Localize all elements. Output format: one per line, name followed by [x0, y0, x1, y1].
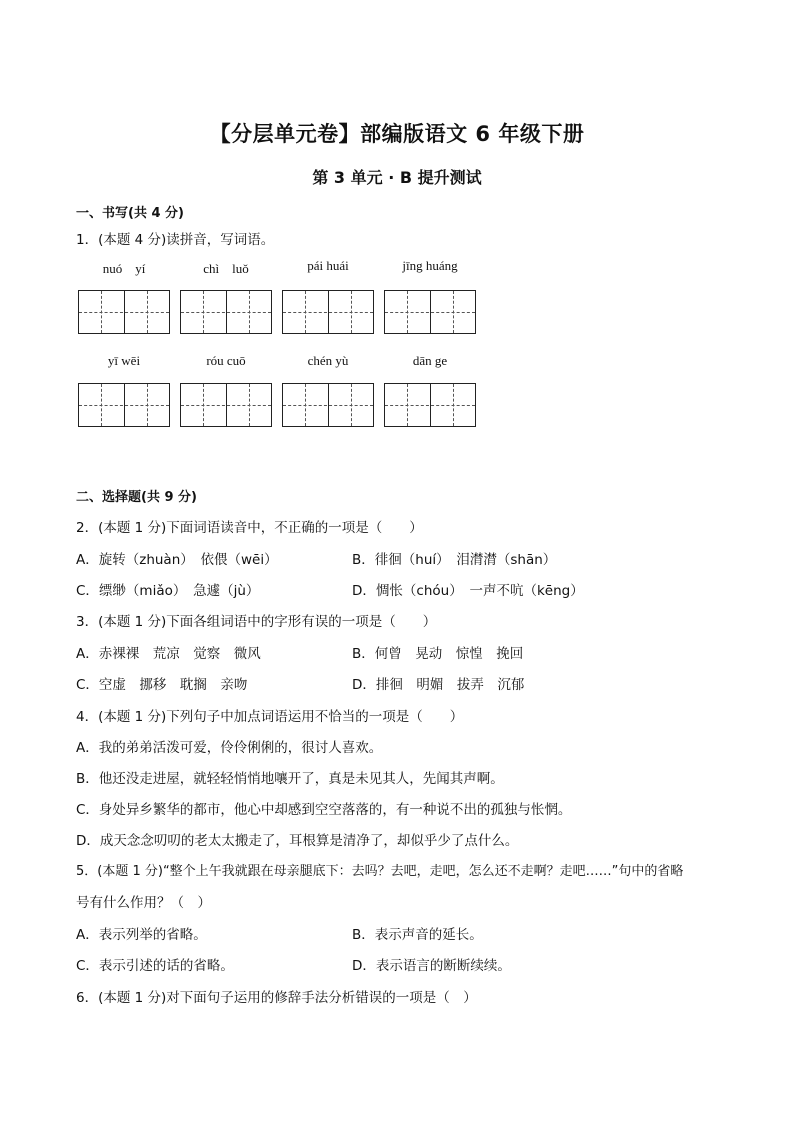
- option-c[interactable]: C．表示引述的话的省略。: [76, 958, 234, 974]
- option-b[interactable]: B．表示声音的延长。: [352, 927, 483, 943]
- question-3: 3．(本题 1 分)下面各组词语中的字形有误的一项是（ ）: [76, 614, 437, 630]
- question-6: 6．(本题 1 分)对下面句子运用的修辞手法分析错误的一项是（ ）: [76, 990, 477, 1006]
- writing-grid[interactable]: [180, 383, 272, 427]
- option-c[interactable]: C．缥缈（miǎo） 急遽（jù）: [76, 583, 260, 599]
- section-heading-choice: 二、选择题(共 9 分): [76, 490, 197, 505]
- question-5: 5．(本题 1 分)“整个上午我就跟在母亲腿底下：去吗？去吧，走吧，怎么还不走啊？走吧……”句中的省略: [76, 864, 684, 879]
- writing-grid[interactable]: [384, 290, 476, 334]
- pinyin-label: nuó yí: [102, 261, 146, 276]
- question-4: 4．(本题 1 分)下列句子中加点词语运用不恰当的一项是（ ）: [76, 709, 464, 725]
- pinyin-label: jīng huáng: [402, 258, 458, 273]
- writing-grid[interactable]: [282, 383, 374, 427]
- writing-grid[interactable]: [384, 383, 476, 427]
- option-d[interactable]: D．表示语言的断断续续。: [352, 958, 511, 974]
- pinyin-label: chén yù: [307, 353, 349, 368]
- option-c[interactable]: C．身处异乡繁华的都市，他心中却感到空空落落的，有一种说不出的孤独与怅惘。: [76, 802, 572, 818]
- option-d[interactable]: D．惆怅（chóu） 一声不吭（kēng）: [352, 583, 584, 599]
- pinyin-label: pái huái: [307, 258, 349, 273]
- option-a[interactable]: A．旋转（zhuàn） 依偎（wēi）: [76, 552, 278, 568]
- question-1: 1．(本题 4 分)读拼音，写词语。: [76, 232, 275, 248]
- pinyin-label: chì luǒ: [203, 261, 249, 276]
- writing-grid[interactable]: [78, 383, 170, 427]
- question-5-continued: 号有什么作用？（ ）: [76, 895, 211, 911]
- option-b[interactable]: B．他还没走进屋，就轻轻悄悄地嚷开了，真是未见其人，先闻其声啊。: [76, 771, 504, 787]
- section-heading-writing: 一、书写(共 4 分): [76, 206, 184, 221]
- option-a[interactable]: A．我的弟弟活泼可爱，伶伶俐俐的，很讨人喜欢。: [76, 740, 383, 756]
- option-c[interactable]: C．空虚 挪移 耽搁 亲吻: [76, 677, 248, 693]
- option-b[interactable]: B．何曾 晃动 惊惶 挽回: [352, 646, 524, 662]
- pinyin-label: dān ge: [412, 353, 448, 368]
- page-title: 【分层单元卷】部编版语文 6 年级下册: [209, 122, 585, 146]
- option-a[interactable]: A．表示列举的省略。: [76, 927, 207, 943]
- option-a[interactable]: A．赤裸裸 荒凉 觉察 微风: [76, 646, 261, 662]
- writing-grid[interactable]: [282, 290, 374, 334]
- question-2: 2．(本题 1 分)下面词语读音中，不正确的一项是（ ）: [76, 520, 423, 536]
- writing-grid[interactable]: [180, 290, 272, 334]
- pinyin-label: yī wēi: [107, 353, 141, 368]
- option-d[interactable]: D．成天念念叨叨的老太太搬走了，耳根算是清净了，却似乎少了点什么。: [76, 833, 519, 849]
- option-b[interactable]: B．徘徊（huí） 泪潸潸（shān）: [352, 552, 557, 568]
- option-d[interactable]: D．排徊 明媚 拔弄 沉郁: [352, 677, 525, 693]
- writing-grid[interactable]: [78, 290, 170, 334]
- pinyin-label: róu cuō: [206, 353, 246, 368]
- page-subtitle: 第 3 单元 · B 提升测试: [312, 168, 482, 187]
